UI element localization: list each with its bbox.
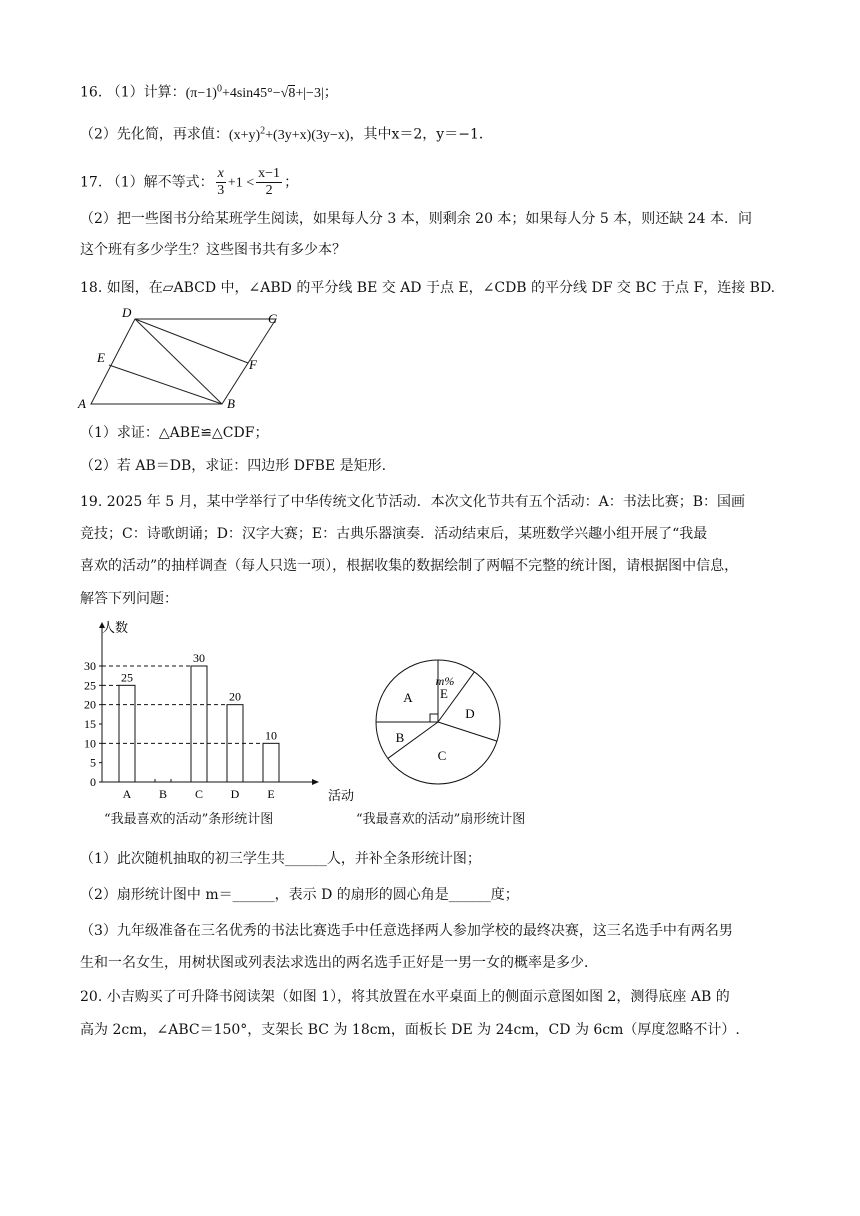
q20-stem-line1: 20. 小吉购买了可升降书阅读架（如图 1），将其放置在水平桌面上的侧面示意图如图 2，测得底座 AB 的 xyxy=(80,989,730,1005)
pie-label-A: A xyxy=(403,690,413,705)
bar-chart-xlabel: 活动 xyxy=(328,788,355,803)
y-tick-label: 15 xyxy=(84,717,96,731)
x-tick-label-D: D xyxy=(230,787,240,801)
y-tick-label: 30 xyxy=(84,659,96,673)
q18-stem: 18. 如图，在▱ABCD 中，∠ABD 的平分线 BE 交 AD 于点 E，∠CDB 的平分线 DF 交 BC 于点 F，连接 BD. xyxy=(80,280,776,296)
q16-part2: （2）先化简，再求值：$(x+y)^2+(3y+x)(3y-x)$，其中x＝2，y＝−1． xyxy=(80,125,493,143)
bar-label-A: 25 xyxy=(121,670,133,685)
q17-part2-line2: 这个班有多少学生？这些图书共有多少本？ xyxy=(80,242,346,258)
q17-part1: 17. （1）解不等式： $\frac{x}{3}$ +1 < $\frac{x-1}{2}$ ； xyxy=(80,166,299,198)
q20-stem-line2: 高为 2cm，∠ABC＝150°，支架长 BC 为 18cm，面板长 DE 为 24cm，CD 为 6cm（厚度忽略不计）. xyxy=(80,1022,740,1038)
q19-stem-line3: 喜欢的活动”的抽样调查（每人只选一项），根据收集的数据绘制了两幅不完整的统计图，请根据图中信息， xyxy=(80,558,739,574)
pie-chart-title: “我最喜欢的活动”扇形统计图 xyxy=(356,812,526,827)
q17-part2-line1: （2）把一些图书分给某班学生阅读，如果每人分 3 本，则剩余 20 本；如果每人分 5 本，则还缺 24 本．问 xyxy=(80,211,752,227)
y-tick-label: 25 xyxy=(84,678,96,693)
bar-A xyxy=(119,685,135,782)
pie-chart xyxy=(368,654,508,794)
q16-part1: 16. （1）计算：$(\pi-1)^0+4\sin 45^\circ-√8+|-3|$； xyxy=(80,83,338,101)
segment-DF xyxy=(135,319,248,363)
q19-part1: （1）此次随机抽取的初三学生共______人，并补全条形统计图； xyxy=(80,851,481,867)
q16-number: 16. xyxy=(80,84,103,101)
label-B: B xyxy=(227,396,235,411)
right-angle-marker xyxy=(430,714,438,722)
bar-chart-title: “我最喜欢的活动”条形统计图 xyxy=(104,812,274,827)
q19-stem-line1: 19. 2025 年 5 月，某中学举行了中华传统文化节活动．本次文化节共有五个活动：A：书法比赛；B：国画 xyxy=(80,494,745,510)
bar-B-empty xyxy=(155,779,171,782)
x-tick-label-C: C xyxy=(194,787,204,801)
q19-stem-line4: 解答下列问题： xyxy=(80,591,178,607)
bar-C xyxy=(191,666,207,782)
q16-expr2: $(x+y)^2+(3y+x)(3y-x)$ xyxy=(228,125,350,143)
label-A: A xyxy=(78,396,86,411)
bar-label-C: 30 xyxy=(193,651,205,665)
q18-part2: （2）若 AB＝DB，求证：四边形 DFBE 是矩形. xyxy=(80,458,387,474)
segment-BD xyxy=(135,319,222,404)
x-tick-label-B: B xyxy=(158,787,168,801)
pie-label-E: E xyxy=(440,686,448,701)
label-D: D xyxy=(122,305,132,320)
fraction-x-1-over-2: $\frac{x-1}{2}$ xyxy=(258,166,281,198)
q19-part3-line2: 生和一名女生，用树状图或列表法求选出的两名选手正好是一男一女的概率是多少． xyxy=(80,955,598,971)
pie-label-C: C xyxy=(437,748,447,763)
q19-part2: （2）扇形统计图中 m＝______，表示 D 的扇形的圆心角是______度； xyxy=(80,887,519,903)
pie-label-B: B xyxy=(395,730,405,745)
bar-label-E: 10 xyxy=(265,728,277,743)
q16-expr: $(\pi-1)^0+4\sin 45^\circ-√8+|-3|$ xyxy=(185,83,324,101)
y-tick-label: 20 xyxy=(84,697,96,712)
y-tick-label: 5 xyxy=(90,755,96,770)
bar-chart xyxy=(72,614,355,806)
x-tick-label-A: A xyxy=(122,787,132,801)
label-C: C xyxy=(268,311,277,326)
bar-chart-ylabel: 人数 xyxy=(102,620,129,635)
q18-part1: （1）求证：△ABE≌△CDF； xyxy=(80,425,269,441)
y-tick-label: 10 xyxy=(84,736,96,751)
segment-BE xyxy=(109,365,222,404)
x-tick-label-E: E xyxy=(267,787,275,801)
pie-label-D: D xyxy=(465,706,475,721)
x-axis-arrow xyxy=(312,779,319,785)
bar-E xyxy=(263,743,279,782)
label-F: F xyxy=(249,357,257,372)
label-E: E xyxy=(97,350,105,365)
q19-part3-line1: （3）九年级准备在三名优秀的书法比赛选手中任意选择两人参加学校的最终决赛，这三名选手中有两名男 xyxy=(80,923,733,939)
parallelogram-figure xyxy=(70,302,300,418)
pie-divider xyxy=(438,722,497,741)
pie-annotation-m: m% xyxy=(435,674,455,688)
y-tick-label: 0 xyxy=(90,775,96,789)
q19-stem-line2: 竞技；C：诗歌朗诵；D：汉字大赛；E：古典乐器演奏．活动结束后，某班数学兴趣小组开展了“我最 xyxy=(80,526,708,542)
fraction-x-over-3: $\frac{x}{3}$ xyxy=(217,166,225,198)
bar-label-D: 20 xyxy=(229,689,241,704)
